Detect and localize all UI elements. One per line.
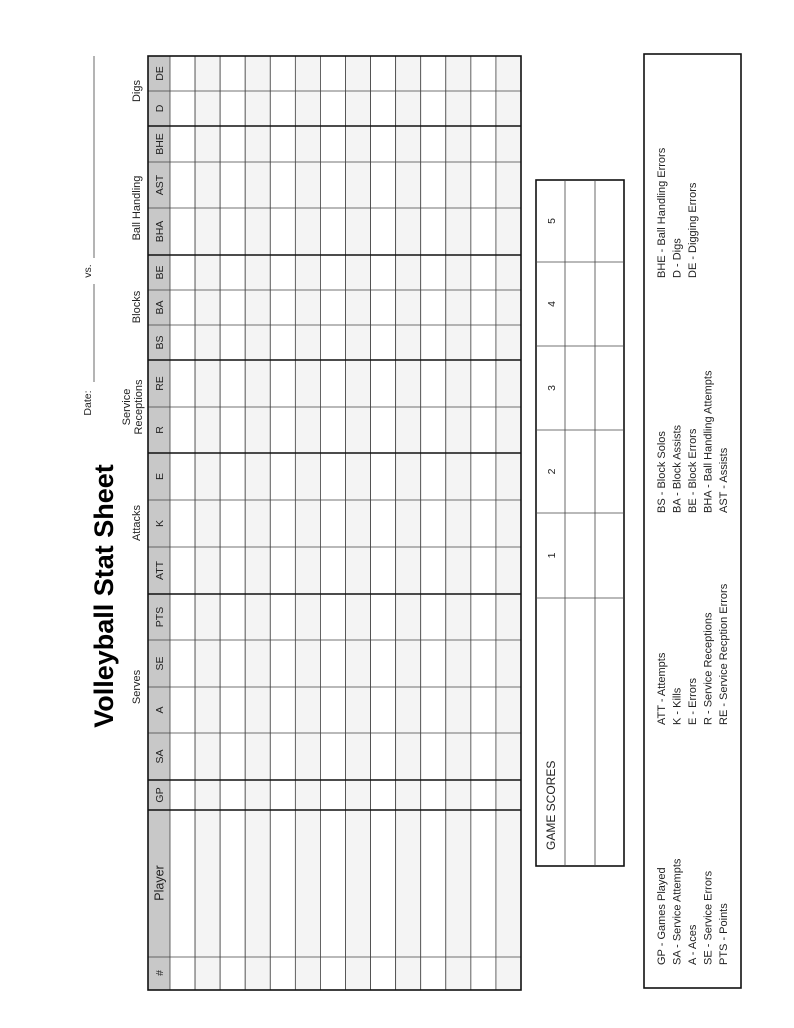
legend-item: BHE - Ball Handling Errors <box>655 147 668 278</box>
legend-item: R - Service Receptions <box>702 612 715 725</box>
column-header-att: ATT <box>153 560 166 581</box>
column-header-e: E <box>153 472 166 481</box>
player-row[interactable] <box>371 56 396 990</box>
game-number-2: 2 <box>545 468 558 475</box>
player-row[interactable] <box>471 56 496 990</box>
group-label-blocks: Blocks <box>130 290 143 324</box>
game-score-cell-3[interactable] <box>565 346 624 430</box>
legend-item: BS - Block Solos <box>655 431 668 513</box>
player-row[interactable] <box>270 56 295 990</box>
group-label-ball-handling: Ball Handling <box>130 175 143 241</box>
column-header-re: RE <box>153 376 166 391</box>
column-header-k: K <box>153 519 166 528</box>
legend-item: PTS - Points <box>717 903 730 965</box>
column-header-be: BE <box>153 265 166 280</box>
column-header-bhe: BHE <box>153 133 166 155</box>
column-header-a: A <box>153 706 166 714</box>
player-row[interactable] <box>220 56 245 990</box>
player-row[interactable] <box>295 56 320 990</box>
game-number-5: 5 <box>545 218 558 224</box>
column-header-player: Player <box>152 865 167 901</box>
legend-item: GP - Games Played <box>655 867 668 965</box>
legend-item: BE - Block Errors <box>686 428 699 513</box>
player-row[interactable] <box>346 56 371 990</box>
legend-item: DE - Digging Errors <box>686 182 699 278</box>
player-row[interactable] <box>245 56 270 990</box>
column-header-bs: BS <box>153 335 166 350</box>
column-header-de: DE <box>153 66 166 81</box>
game-number-4: 4 <box>545 301 558 307</box>
page-title: Volleyball Stat Sheet <box>89 464 120 728</box>
game-number-3: 3 <box>545 385 558 391</box>
column-header-number: # <box>153 970 166 976</box>
column-header-pts: PTS <box>153 606 166 628</box>
game-number-1: 1 <box>545 552 558 559</box>
legend-item: D - Digs <box>671 238 684 278</box>
column-header-sa: SA <box>153 749 166 764</box>
legend-item: SA - Service Attempts <box>671 858 684 965</box>
legend-item: BHA - Ball Handling Attempts <box>702 370 715 513</box>
column-header-d: D <box>153 104 166 113</box>
game-score-cell-2[interactable] <box>565 430 624 513</box>
group-label-service-receptions-line2: Receptions <box>132 379 145 435</box>
player-row[interactable] <box>320 56 345 990</box>
game-score-cell-5[interactable] <box>565 180 624 262</box>
legend-item: A - Aces <box>686 924 699 965</box>
player-row[interactable] <box>446 56 471 990</box>
column-header-gp: GP <box>153 787 166 803</box>
player-row[interactable] <box>396 56 421 990</box>
player-row[interactable] <box>170 56 195 990</box>
legend-item: ATT - Attempts <box>655 652 668 725</box>
stat-table <box>148 56 521 990</box>
legend-item: RE - Service Recption Errors <box>717 583 730 725</box>
date-label: Date: <box>81 390 94 416</box>
legend-item: K - Kills <box>671 687 684 725</box>
legend-item: E - Errors <box>686 677 699 725</box>
column-header-ba: BA <box>153 300 166 315</box>
column-header-bha: BHA <box>153 220 166 243</box>
column-header-r: R <box>153 426 166 434</box>
legend-item: SE - Service Errors <box>702 870 715 965</box>
legend-item: BA - Block Assists <box>671 424 684 513</box>
vs-label: vs. <box>81 264 94 278</box>
legend-item: AST - Assists <box>717 447 730 513</box>
legend <box>656 147 730 965</box>
player-row[interactable] <box>195 56 220 990</box>
game-score-cell-1[interactable] <box>565 513 624 598</box>
game-score-cell-4[interactable] <box>565 262 624 346</box>
player-row[interactable] <box>496 56 521 990</box>
group-label-digs: Digs <box>130 79 143 103</box>
game-scores-label: GAME SCORES <box>544 760 559 850</box>
group-label-attacks: Attacks <box>130 504 143 542</box>
player-row[interactable] <box>421 56 446 990</box>
column-header-ast: AST <box>153 174 166 196</box>
group-label-service-receptions-line1: Service <box>120 388 133 426</box>
column-header-se: SE <box>153 656 166 671</box>
group-label-serves: Serves <box>130 669 143 705</box>
